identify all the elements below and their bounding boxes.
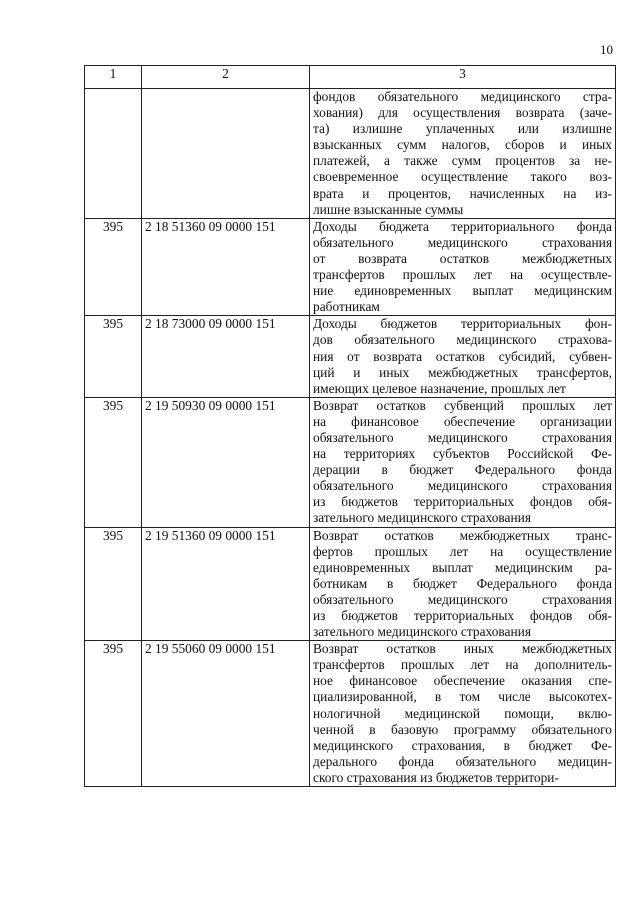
admin-code-cell: 395 <box>85 527 142 641</box>
admin-code-cell: 395 <box>85 316 142 397</box>
description-line: дов обязательного медицинского страхова- <box>313 332 612 348</box>
description-line: обязательного медицинского страхования <box>313 478 612 494</box>
description-line: ботникам в бюджет Федерального фонда <box>313 575 612 591</box>
table-row <box>85 527 616 641</box>
description-cell <box>310 641 616 787</box>
description-line: Возврат остатков межбюджетных транс- <box>313 527 612 543</box>
description-cell <box>310 527 616 641</box>
description-line: трансфертов прошлых лет на осуществле- <box>313 267 612 283</box>
description-line: обязательного медицинского страхования <box>313 591 612 607</box>
admin-code-cell: 395 <box>85 397 142 527</box>
table-row <box>85 89 616 219</box>
description-line: из бюджетов территориальных фондов обя- <box>313 494 612 510</box>
budget-classification-code-cell: 2 19 51360 09 0000 151 <box>142 527 310 641</box>
column-header-2: 2 <box>142 66 310 89</box>
table-header-row <box>85 66 616 89</box>
description-line: ченной в базовую программу обязательного <box>313 721 612 737</box>
description-line: на территориях субъектов Российской Фе- <box>313 446 612 462</box>
table-row <box>85 641 616 787</box>
description-cell <box>310 89 616 219</box>
description-line: Возврат остатков иных межбюджетных <box>313 641 612 657</box>
description-line: циализированной, в том числе высокотех- <box>313 689 612 705</box>
description-line: взысканных сумм налогов, сборов и иных <box>313 137 612 153</box>
table-row <box>85 397 616 527</box>
description-line: зательного медицинского страхования <box>313 510 531 526</box>
admin-code-cell: 395 <box>85 218 142 316</box>
description-line: медицинского страхования, в бюджет Фе- <box>313 737 612 753</box>
budget-classification-code-cell: 2 18 51360 09 0000 151 <box>142 218 310 316</box>
admin-code-cell <box>85 89 142 219</box>
description-line: обязательного медицинского страхования <box>313 234 612 250</box>
budget-classification-code-cell: 2 18 73000 09 0000 151 <box>142 316 310 397</box>
description-line: Доходы бюджета территориального фонда <box>313 218 612 234</box>
budget-codes-table <box>84 65 616 787</box>
description-line: нологичной медицинской помощи, вклю- <box>313 705 612 721</box>
description-line: лишне взысканные суммы <box>313 201 464 217</box>
column-header-3: 3 <box>310 66 616 89</box>
description-line: фондов обязательного медицинского стра- <box>313 89 612 104</box>
budget-classification-code-cell <box>142 89 310 219</box>
description-line: обязательного медицинского страхования <box>313 429 612 445</box>
description-line: зательного медицинского страхования <box>313 624 531 640</box>
page-number: 10 <box>600 42 613 57</box>
description-line: ций и иных межбюджетных трансфертов, <box>313 364 612 380</box>
description-line: своевременное осуществление такого воз- <box>313 169 612 185</box>
description-line: трансфертов прошлых лет на дополнитель- <box>313 657 612 673</box>
description-line: платежей, а также сумм процентов за не- <box>313 153 612 169</box>
table-row <box>85 316 616 397</box>
description-cell <box>310 218 616 316</box>
description-line: дерации в бюджет Федерального фонда <box>313 462 612 478</box>
column-header-1: 1 <box>85 66 142 89</box>
description-line: ния от возврата остатков субсидий, субвен- <box>313 348 612 364</box>
description-line: дерального фонда обязательного медицин- <box>313 753 612 769</box>
description-line: Доходы бюджетов территориальных фон- <box>313 316 612 332</box>
admin-code-cell: 395 <box>85 641 142 787</box>
description-line: ное финансовое обеспечение оказания спе- <box>313 673 612 689</box>
description-cell <box>310 397 616 527</box>
description-line: от возврата остатков межбюджетных <box>313 250 612 266</box>
table-row <box>85 218 616 316</box>
description-line: работникам <box>313 299 380 315</box>
description-line: на финансовое обеспечение организации <box>313 413 612 429</box>
description-line: имеющих целевое назначение, прошлых лет <box>313 380 566 396</box>
budget-classification-code-cell: 2 19 55060 09 0000 151 <box>142 641 310 787</box>
description-line: фертов прошлых лет на осуществление <box>313 543 612 559</box>
description-line: ние единовременных выплат медицинским <box>313 283 612 299</box>
budget-classification-code-cell: 2 19 50930 09 0000 151 <box>142 397 310 527</box>
description-line: Возврат остатков субвенций прошлых лет <box>313 397 612 413</box>
description-line: хования) для осуществления возврата (заче- <box>313 105 612 121</box>
description-line: врата и процентов, начисленных на из- <box>313 185 612 201</box>
description-line: ского страхования из бюджетов территори- <box>313 769 559 785</box>
description-line: та) излишне уплаченных или излишне <box>313 121 612 137</box>
description-cell <box>310 316 616 397</box>
description-line: из бюджетов территориальных фондов обя- <box>313 608 612 623</box>
description-line: единовременных выплат медицинским ра- <box>313 559 612 575</box>
